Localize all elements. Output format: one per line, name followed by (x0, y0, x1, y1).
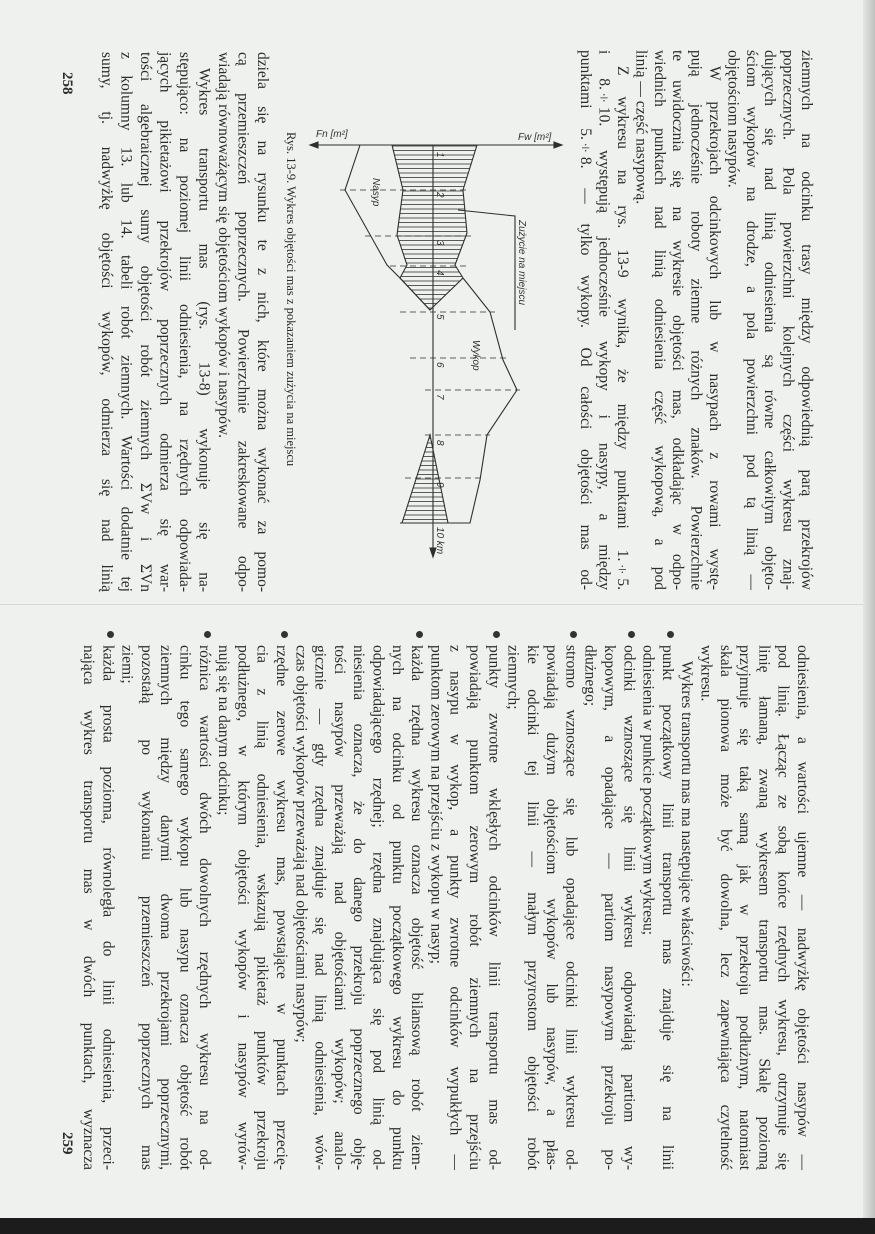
bullet-text: rzędne zerowe wykresu mas, powstające w punktach przecię- (272, 645, 290, 1170)
text-line: stępująco: na poziomej linii odniesienia, na rzędnych odpowiada- (176, 52, 193, 592)
text-line: z kolumny 13. lub 14. tabeli robót ziemnych. Wartości dodatnie tej (117, 52, 135, 592)
text-line: cinku tego samego wykopu lub nasypu oznacza objętość robót (176, 645, 194, 1170)
text-line: punktom zerowym na przejściu z wykopu w nasyp; (427, 645, 445, 964)
station-label: 2 (434, 192, 445, 198)
bullet-text: każda rzędna wykresu oznacza objętość bilansową robót ziem- (408, 645, 426, 1170)
text-line: z nasypu w wykop, a punkty zwrotne odcinków wypukłych — (446, 645, 464, 1170)
page-number-right: 259 (59, 1132, 75, 1155)
bullet-text: punkt początkowy linii transportu mas znajduje się na linii (658, 645, 676, 1170)
text-line: punktami 5.÷8. — tylko wykopy. Od całości objętości mas od- (577, 50, 595, 590)
text-line: kie odcinki tej linii — małym przyrostom objętości robót (523, 645, 541, 1170)
text-line: W przekrojach odcinkowych lub w nasypach z rowami wystę- (705, 66, 723, 590)
text-line: kopowym, a opadające — partiom nasypowym przekroju po- (601, 645, 619, 1170)
text-line: tości algebraicznej sumy objętości robót ziemnych ΣVw i ΣVn (137, 52, 154, 592)
text-line: odniesienia w punkcie początkowym wykresu; (639, 645, 657, 936)
bullet-text: każda prosta pozioma, równoległa do linii odniesienia, przeci- (99, 645, 117, 1170)
text-line: podłużnego, w którym objętości wykopów i nasypów wyrów- (234, 645, 252, 1170)
text-line: ziemnych między danymi dwoma przekrojami poprzecznymi, (157, 645, 175, 1170)
text-line: objętościom nasypów. (724, 50, 742, 188)
text-line: sumy, tj. nadwyżkę objętości wykopów, odmierza się nad linią (98, 52, 115, 592)
text-line: dujących się nad linią odniesienia są równe całkowitym objęto- (761, 50, 779, 590)
text-line: i 8.÷10. występują jednocześnie wykopy i nasypy, a między (595, 50, 613, 590)
local-use-label: Zużycie na miejscu (516, 220, 527, 306)
text-line: tości nasypów przeważają nad objętościami wykopów; analo- (330, 645, 348, 1170)
text-line: ściom wykopów na drodze, a pola powierzchni pod tą linią — (742, 50, 760, 590)
station-label: 1 (434, 152, 445, 158)
text-line: jących pikietażowi przekrojów poprzecznych odmierza się war- (156, 52, 174, 592)
text-line: te uwidocznia się na wykresie objętości mas, odkładając w odpo- (669, 50, 687, 590)
figure-caption: Rys. 13-9. Wykres objętości mas z pokazaniem zużycia na miejscu (284, 132, 298, 467)
text-line: nych na odcinku od punktu początkowego wykresu do punktu (388, 645, 406, 1170)
text-line: linią — część nasypową. (632, 50, 650, 205)
text-line: ziemnych; (504, 645, 522, 710)
text-line: powiadają dużym objętościom wykopów lub nasypów, a płas- (543, 645, 561, 1170)
hatched-area-8-10 (402, 435, 448, 523)
text-line: wykresu. (697, 645, 715, 702)
text-line: linię łamaną, zwaną wykresem transportu mas. Skalę poziomą (755, 645, 773, 1170)
text-line: pod linią. Łącząc ze sobą końce rzędnych wykresu, otrzymuje się (774, 645, 792, 1170)
text-line: ziemnych na odcinku trasy między odpowiednią parą przekrojów (798, 50, 815, 590)
text-line: Z wykresu na rys. 13-9 wynika, że między punktami 1.÷5. (613, 66, 631, 590)
axis-right-label: Fw [m²] (518, 132, 552, 143)
station-label: 3 (434, 240, 445, 246)
station-label: 7 (434, 394, 445, 400)
text-line: wiadają równoważącym się objętościom wykopów i nasypów. (215, 52, 232, 438)
station-label: 5 (434, 314, 445, 320)
text-line: wiednich punktach nad linią odniesienia część wykopową, a pod (650, 50, 668, 590)
station-label: 10 km (434, 527, 445, 555)
hatched-area-1-5 (392, 145, 477, 310)
text-line: Wykres transportu mas ma następujące właściwości: (678, 661, 696, 987)
station-label: 9 (434, 482, 445, 488)
page-number-left: 258 (59, 72, 75, 95)
text-line: nająca wykres transportu mas w dwóch punktach, wyznacza (80, 645, 98, 1170)
text-line: powiadają punktom zerowym robót ziemnych na przejściu (465, 645, 483, 1170)
station-label: 4 (434, 270, 445, 276)
text-line: nują się na danym odcinku; (215, 645, 233, 816)
text-line: dłużnego; (581, 645, 599, 707)
text-line: Wykres transportu mas (rys. 13-8) wykonuje się na- (195, 68, 213, 592)
station-label: 6 (434, 362, 445, 368)
bullet-text: punkty zwrotne wklęsłych odcinków linii transportu mas od- (485, 645, 503, 1170)
bullet-text: różnica wartości dwóch dowolnych rzędnych wykresu na od- (195, 645, 213, 1170)
text-line: czas objętości wykopów przeważają nad objętościami nasypów; (292, 645, 310, 1043)
text-line: cia z linią odniesienia, wskazują pikietaż punktów przekroju (253, 645, 271, 1170)
text-line: odpowiadającego rzędnej; rzędna znajdująca się pod linią od- (369, 645, 387, 1170)
text-line: skala pionowa może być dowolna, lecz zapewniająca czytelność (716, 645, 734, 1170)
text-line: cą przemieszczeń poprzecznych. Powierzchnie zakreskowane odpo- (234, 52, 252, 592)
bullet-text: stromo wznoszące się lub opadające odcinki linii wykresu od- (562, 645, 580, 1170)
axis-left-label: Fn [m²] (316, 129, 348, 140)
text-line: poprzecznych. Pola powierzchni kolejnych części wykresu znaj- (779, 50, 797, 590)
text-line: gicznie — gdy rzędna znajduje się nad linią odniesienia, wów- (311, 645, 329, 1170)
text-line: niesienia oznacza, że do danego przekroju poprzecznego obję- (350, 645, 368, 1170)
fill-label: Nasyp (370, 178, 381, 207)
arrow-right-icon (554, 142, 562, 148)
bullet-text: odcinki wznoszące się linii wykresu odpowiadają partiom wy- (620, 645, 638, 1170)
station-label: 8 (434, 440, 445, 446)
text-line: dziela się na rysunku te z nich, które można wykonać za pomo- (254, 52, 271, 592)
text-line: pozostałą po wykonaniu przemieszczeń poprzecznych mas (137, 645, 155, 1170)
text-line: odniesienia, a wartości ujemne — nadwyżkę objętości nasypów — (794, 645, 811, 1170)
text-line: pują jednocześnie roboty ziemne różnych znaków. Powierzchnie (687, 50, 705, 590)
arrow-left-icon (310, 142, 318, 148)
cut-label: Wykop (470, 340, 481, 371)
text-line: przyjmuje się taką samą jak w przekroju podłużnym, natomiast (736, 645, 754, 1170)
text-line: ziemi; (118, 645, 136, 684)
